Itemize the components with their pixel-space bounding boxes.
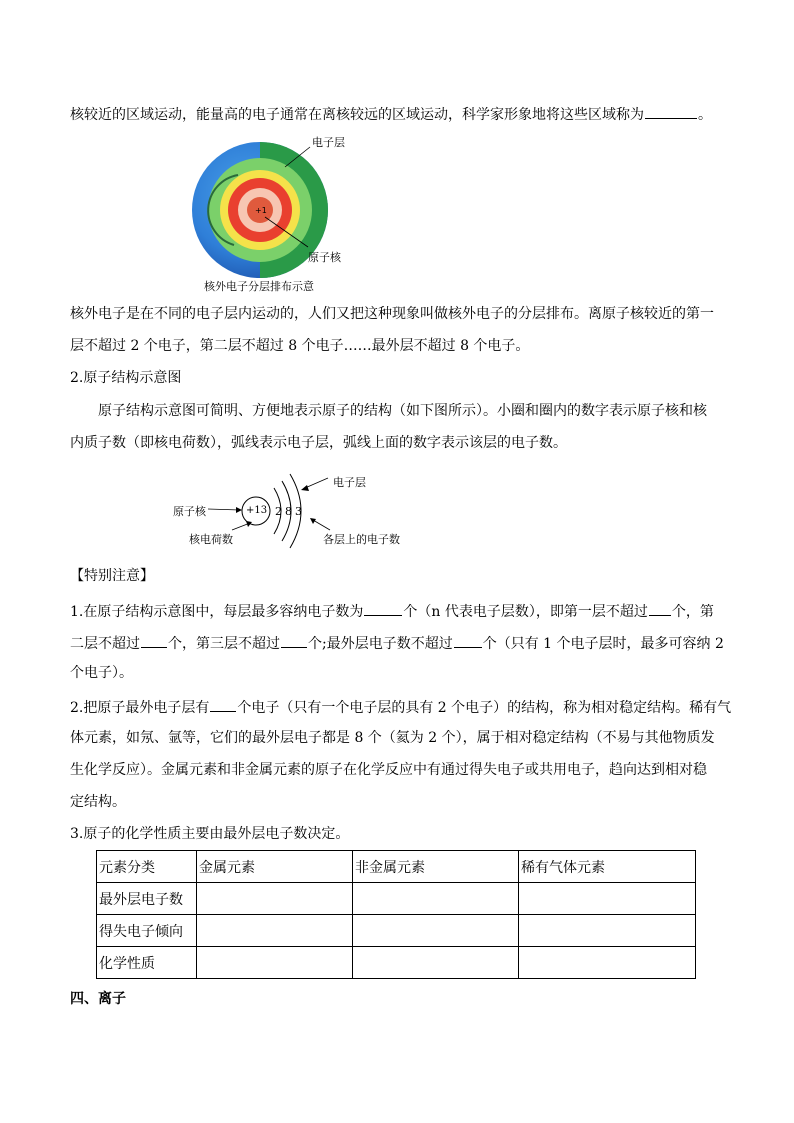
nucleus-label: 原子核 [173, 505, 206, 518]
answer-cell[interactable] [197, 915, 353, 947]
shell-count-2: 8 [285, 505, 292, 518]
nucleus-arrow [208, 509, 240, 510]
element-properties-table [96, 850, 696, 979]
notice-text: 个（只有 1 个电子层时，最多可容纳 2 [482, 636, 724, 652]
notice-line [70, 601, 714, 621]
notice-line: 个电子）。 [70, 665, 133, 681]
table-header-cell: 元素分类 [97, 851, 197, 883]
notice-text: 2.把原子最外电子层有 [70, 700, 210, 716]
notice-text: 个（n 代表电子层数），即第一层不超过 [403, 604, 648, 620]
notice-text: 二层不超过 [70, 636, 140, 652]
shell-count-1: 2 [275, 505, 282, 518]
notice-line: 定结构。 [70, 794, 126, 810]
table-header-cell: 非金属元素 [353, 851, 519, 883]
notice-line: 3.原子的化学性质主要由最外层电子数决定。 [70, 826, 350, 842]
notice-text: 个电子（只有一个电子层的具有 2 个电子）的结构，称为相对稳定结构。稀有气 [237, 700, 732, 716]
notice-line [70, 697, 731, 717]
shell-label: 电子层 [333, 476, 366, 489]
paragraph-end: 。 [698, 107, 712, 123]
paragraph-line: 原子结构示意图可简明、方便地表示原子的结构（如下图所示）。小圈和圈内的数字表示原子核和核 [98, 403, 707, 419]
row-label: 得失电子倾向 [97, 915, 197, 947]
electron-shell-figure [190, 135, 350, 295]
nuclear-charge: +13 [246, 505, 268, 516]
notice-heading: 【特别注意】 [70, 568, 154, 584]
answer-cell[interactable] [353, 883, 519, 915]
table-row [97, 883, 696, 915]
count-arrow [313, 520, 330, 530]
nucleus-mark: +1 [255, 206, 267, 215]
fill-blank[interactable] [645, 104, 697, 119]
notice-line [70, 633, 724, 653]
answer-cell[interactable] [197, 883, 353, 915]
paragraph-text: 核较近的区域运动，能量高的电子通常在离核较远的区域运动，科学家形象地将这些区域称为 [70, 107, 644, 123]
table-row [97, 915, 696, 947]
fill-blank[interactable] [454, 633, 482, 648]
answer-cell[interactable] [519, 947, 696, 979]
fill-blank[interactable] [281, 633, 307, 648]
count-label: 各层上的电子数 [323, 533, 400, 546]
notice-line: 生化学反应）。金属元素和非金属元素的原子在化学反应中有通过得失电子或共用电子，趋向达到相对稳 [70, 762, 707, 778]
fill-blank[interactable] [141, 633, 167, 648]
charge-label: 核电荷数 [189, 533, 233, 546]
notice-text: 个，第三层不超过 [168, 636, 280, 652]
notice-text: 1.在原子结构示意图中，每层最多容纳电子数为 [70, 604, 364, 620]
shell-arrowhead [301, 485, 309, 491]
shell-label: 电子层 [312, 136, 345, 149]
table-row [97, 947, 696, 979]
answer-cell[interactable] [353, 947, 519, 979]
section-heading: 四、离子 [70, 991, 126, 1007]
answer-cell[interactable] [519, 883, 696, 915]
answer-cell[interactable] [353, 915, 519, 947]
notice-text: 个，第 [671, 604, 714, 620]
fill-blank[interactable] [649, 601, 671, 616]
row-label: 最外层电子数 [97, 883, 197, 915]
figure-caption: 核外电子分层排布示意 [204, 280, 314, 293]
table-header-row [97, 851, 696, 883]
row-label: 化学性质 [97, 947, 197, 979]
notice-text: 个;最外层电子数不超过 [308, 636, 453, 652]
nucleus-label: 原子核 [308, 251, 341, 264]
shell-arrow [305, 478, 328, 488]
table-header-cell: 金属元素 [197, 851, 353, 883]
answer-cell[interactable] [197, 947, 353, 979]
fill-blank[interactable] [364, 601, 402, 616]
nucleus-arrowhead [236, 507, 242, 513]
fill-blank[interactable] [210, 697, 236, 712]
table-header-cell: 稀有气体元素 [519, 851, 696, 883]
shell-count-3: 3 [295, 505, 302, 518]
notice-line: 体元素，如氖、氩等，它们的最外层电子都是 8 个（氦为 2 个），属于相对稳定结构（不易与其他物质发 [70, 730, 715, 746]
atom-sphere-illustration [190, 135, 350, 295]
paragraph-line: 内质子数（即核电荷数），弧线表示电子层，弧线上面的数字表示该层的电子数。 [70, 435, 567, 451]
paragraph-line: 层不超过 2 个电子，第二层不超过 8 个电子……最外层不超过 8 个电子。 [70, 338, 530, 354]
answer-cell[interactable] [519, 915, 696, 947]
paragraph-line: 核外电子是在不同的电子层内运动的，人们又把这种现象叫做核外电子的分层排布。离原子核较近的第一 [70, 306, 714, 322]
paragraph-line [70, 104, 712, 124]
section-heading: 2.原子结构示意图 [70, 370, 182, 386]
